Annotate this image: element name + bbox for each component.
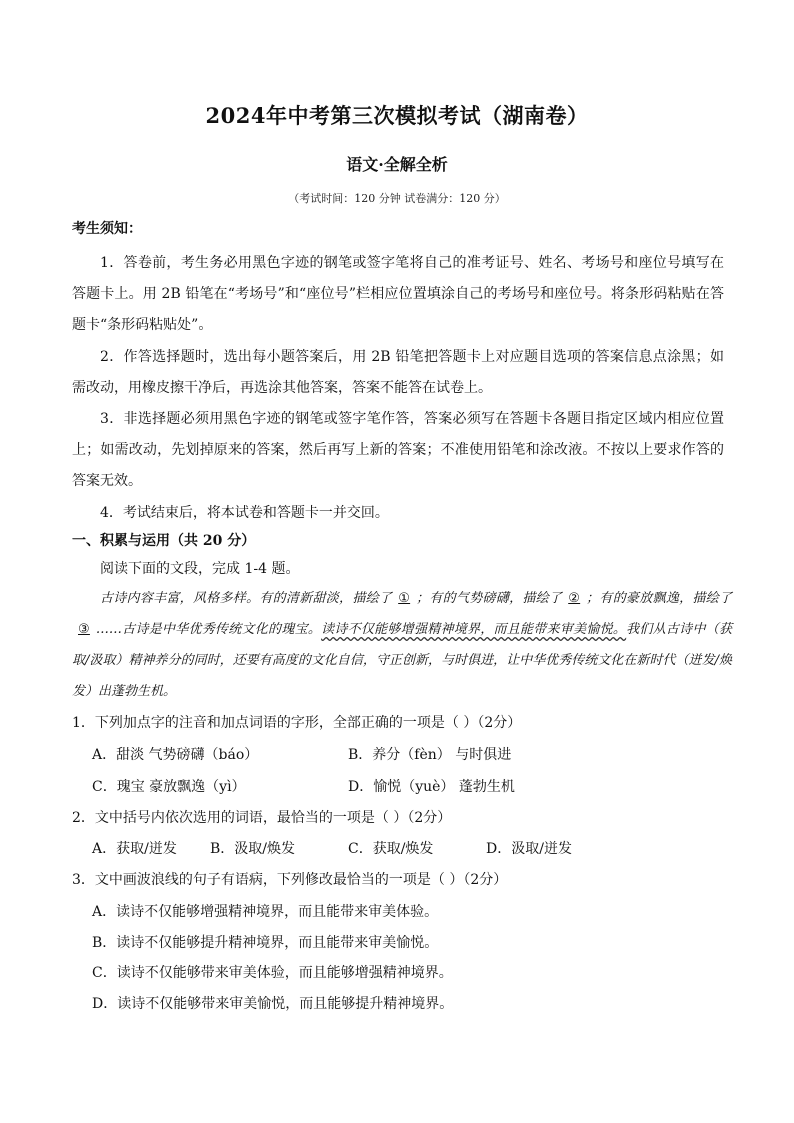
question-2-option-a: A．获取/迸发 [92,841,177,857]
question-1-option-b: B．养分（fèn） 与时俱进 [348,747,512,763]
notice-item-4: 4．考试结束后，将本试卷和答题卡一并交回。 [100,505,389,521]
passage-text: ；有的气势磅礴，描绘了 [416,591,563,606]
question-1-option-a: A．甜淡 气势磅礴（báo） [92,747,259,763]
section-instruction: 阅读下面的文段，完成 1-4 题。 [100,561,300,577]
question-3-option-a: A．读诗不仅能够增强精神境界，而且能带来审美体验。 [92,904,439,920]
question-3-option-b: B．读诗不仅能够提升精神境界，而且能带来审美愉悦。 [92,935,439,951]
notice-item-1: 1．答卷前，考生务必用黑色字迹的钢笔或签字笔将自己的准考证号、姓名、考场号和座位号填写在答题卡上。用 2B 铅笔在“考场号”和“座位号”栏相应位置填涂自己的考场号和座位号。将条形码粘贴在答题卡“条形码粘贴处”。 [72,255,724,333]
notice-item-3: 3．非选择题必须用黑色字迹的钢笔或签字笔作答，答案必须写在答题卡各题目指定区域内相应位置上；如需改动，先划掉原来的答案，然后再写上新的答案；不准使用铅笔和涂改液。不按以上要求作答的答案无效。 [72,411,724,489]
page-subtitle: 语文·全解全析 [346,155,448,174]
exam-meta: （考试时间：120 分钟 试卷满分：120 分） [288,192,506,205]
question-2-option-c: C．获取/焕发 [348,841,434,857]
section-heading: 一、积累与运用（共 20 分） [72,533,256,549]
passage-text: 我们从古诗中（获取/汲取）精神养分的同时，还要有高度的文化自信，守正创新，与时俱进，让中华优秀传统文化在新时代（迸发/焕发）出蓬勃生机。 [72,622,732,699]
blank-3: ③ [78,622,90,637]
question-2-option-d: D．汲取/迸发 [486,841,572,857]
question-3-option-c: C．读诗不仅能够带来审美体验，而且能够增强精神境界。 [92,965,453,981]
question-3-stem: 3．文中画波浪线的句子有语病，下列修改最恰当的一项是（ ）（2分） [72,872,508,888]
question-2-option-b: B．汲取/焕发 [210,841,296,857]
passage-text: ……古诗是中华优秀传统文化的瑰宝。 [95,622,322,637]
notice-item-2: 2．作答选择题时，选出每小题答案后，用 2B 铅笔把答题卡上对应题目选项的答案信息点涂黑；如需改动，用橡皮擦干净后，再选涂其他答案，答案不能答在试卷上。 [72,349,724,396]
passage-text: ；有的豪放飘逸，描绘了 [586,591,732,606]
wavy-underlined-sentence: 读诗不仅能够增强精神境界，而且能带来审美愉悦。 [321,622,627,637]
question-3-option-d: D．读诗不仅能够带来审美愉悦，而且能够提升精神境界。 [92,996,454,1012]
reading-passage [72,583,732,707]
blank-2: ② [568,591,581,606]
question-1-option-c: C．瑰宝 豪放飘逸（yì） [92,779,246,795]
page-title: 2024年中考第三次模拟考试（湖南卷） [205,103,589,128]
passage-text: 古诗内容丰富，风格多样。有的清新甜淡，描绘了 [100,591,393,606]
blank-1: ① [398,591,411,606]
question-1-option-d: D．愉悦（yuè） 蓬勃生机 [348,779,515,795]
question-1-stem: 1．下列加点字的注音和加点词语的字形，全部正确的一项是（ ）（2分） [72,715,522,731]
notice-heading: 考生须知： [72,221,142,237]
question-2-stem: 2．文中括号内依次选用的词语，最恰当的一项是（ ）（2分） [72,810,452,826]
